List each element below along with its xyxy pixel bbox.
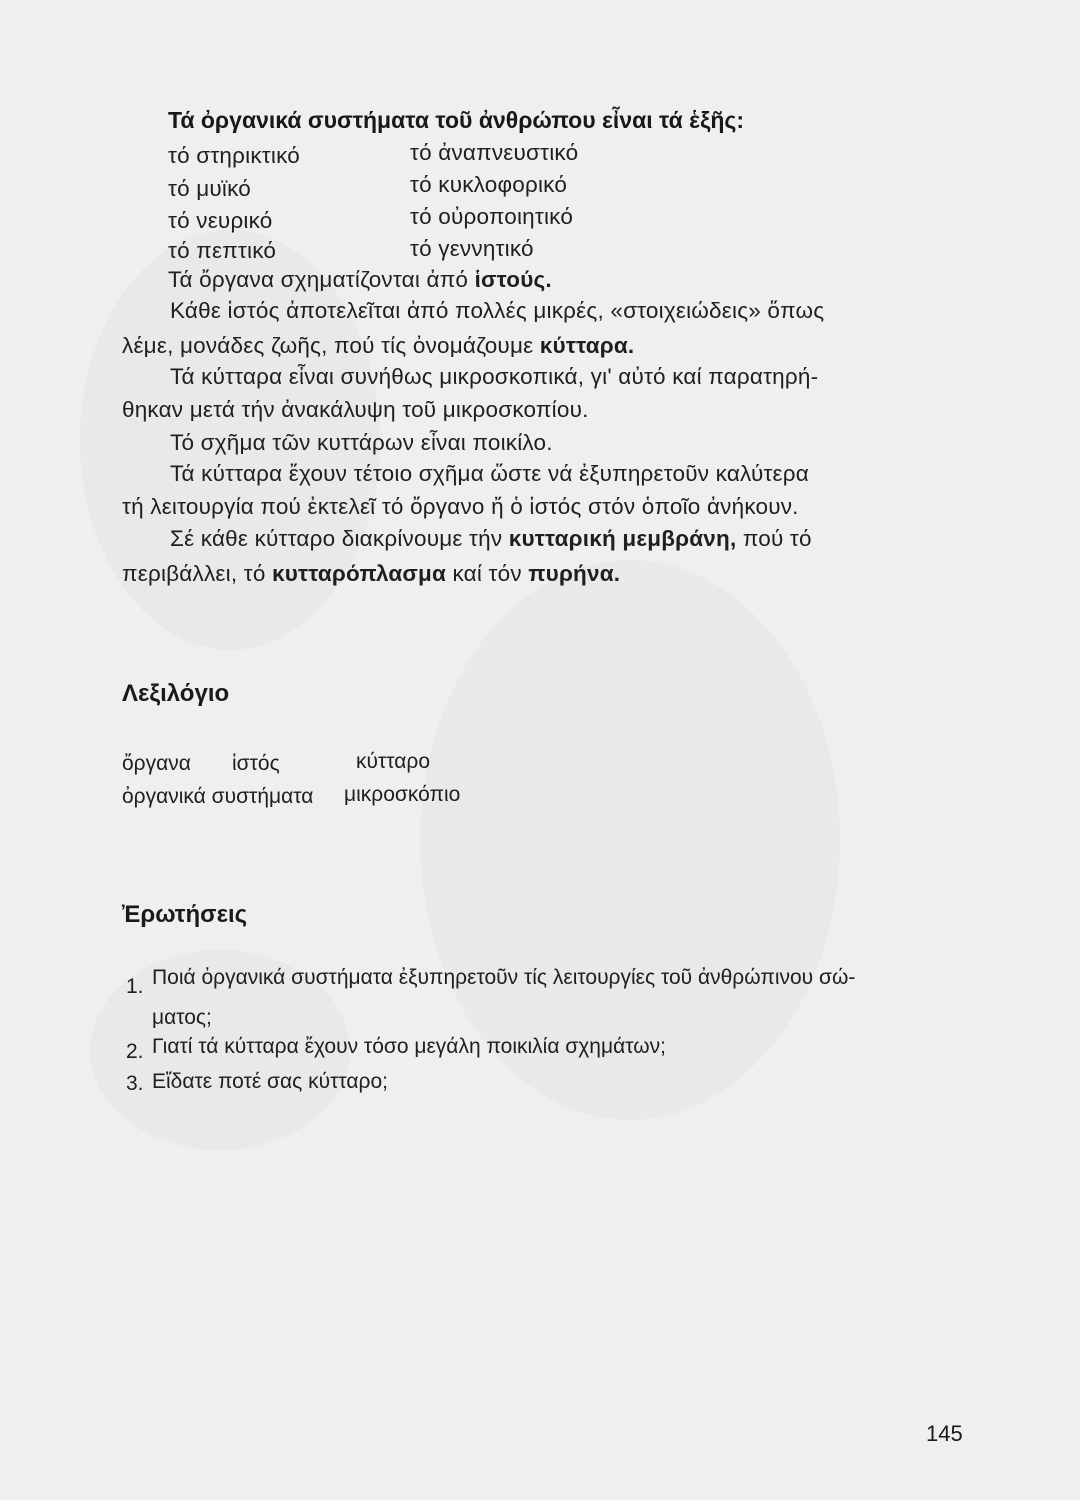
bold-term: πυρήνα.: [528, 561, 621, 586]
question-text: Εἴδατε ποτέ σας κύτταρο;: [152, 1070, 388, 1093]
system-item: τό πεπτικό: [168, 238, 277, 263]
question-text: Ποιά ὀργανικά συστήματα ἐξυπηρετοῦν τίς λειτουργίες τοῦ ἀνθρώπινου σώ-: [152, 966, 856, 989]
paragraph-line: Τό σχῆμα τῶν κυττάρων εἶναι ποικίλο.: [170, 430, 553, 455]
paragraph-line: [168, 267, 552, 293]
paragraph-line: [122, 561, 620, 587]
vocabulary-title: Λεξιλόγιο: [122, 680, 230, 707]
question-number: 3.: [126, 1072, 144, 1095]
paragraph-text: περιβάλλει, τό: [122, 561, 272, 586]
paragraph-text: πού τό: [736, 526, 812, 551]
system-item: τό νευρικό: [168, 208, 273, 233]
paragraph-line: Τά κύτταρα ἔχουν τέτοιο σχῆμα ὥστε νά ἐξυπηρετοῦν καλύτερα: [170, 461, 809, 486]
paragraph-line: τή λειτουργία πού ἐκτελεῖ τό ὄργανο ἤ ὁ ἱστός στόν ὁποῖο ἀνήκουν.: [122, 494, 799, 519]
paragraph-line: θηκαν μετά τήν ἀνακάλυψη τοῦ μικροσκοπίου.: [122, 397, 589, 422]
system-item: τό οὐροποιητικό: [410, 204, 574, 229]
system-item: τό στηρικτικό: [168, 143, 300, 168]
paragraph-line: Τά κύτταρα εἶναι συνήθως μικροσκοπικά, γι' αὐτό καί παρατηρή-: [170, 364, 819, 389]
paragraph-text: Σέ κάθε κύτταρο διακρίνουμε τήν: [170, 526, 509, 551]
paragraph-line: [122, 333, 634, 359]
bold-term: κυτταρική μεμβράνη,: [508, 526, 737, 551]
paragraph-line: Κάθε ἱστός ἀποτελεῖται ἀπό πολλές μικρές, «στοιχειώδεις» ὅπως: [170, 298, 825, 323]
question-text: ματος;: [152, 1006, 212, 1029]
vocab-word: μικροσκόπιο: [344, 783, 461, 806]
question-text: Γιατί τά κύτταρα ἔχουν τόσο μεγάλη ποικιλία σχημάτων;: [152, 1035, 666, 1058]
vocab-word: ἱστός: [232, 752, 280, 775]
question-number: 2.: [126, 1040, 144, 1063]
system-item: τό μυϊκό: [168, 176, 252, 201]
vocab-word: ὄργανα: [122, 752, 191, 775]
page-number: 145: [926, 1421, 963, 1446]
paragraph-text: Τά ὄργανα σχηματίζονται ἀπό: [168, 267, 475, 292]
bold-term: κύτταρα.: [539, 333, 635, 358]
paragraph-line: [170, 526, 812, 552]
system-item: τό ἀναπνευστικό: [410, 140, 579, 165]
questions-title: Ἐρωτήσεις: [122, 901, 248, 928]
vocab-word: κύτταρο: [356, 750, 431, 773]
paragraph-text: καί τόν: [446, 561, 529, 586]
system-item: τό γεννητικό: [410, 236, 534, 261]
vocab-word: ὀργανικά συστήματα: [122, 785, 314, 808]
system-item: τό κυκλοφορικό: [410, 172, 568, 197]
bold-term: ἱστούς.: [474, 267, 552, 292]
bold-term: κυτταρόπλασμα: [272, 561, 447, 586]
paragraph-text: λέμε, μονάδες ζωῆς, πού τίς ὀνομάζουμε: [122, 333, 540, 358]
systems-heading: Τά ὀργανικά συστήματα τοῦ ἀνθρώπου εἶναι τά ἑξῆς:: [168, 107, 745, 133]
question-number: 1.: [126, 975, 144, 998]
